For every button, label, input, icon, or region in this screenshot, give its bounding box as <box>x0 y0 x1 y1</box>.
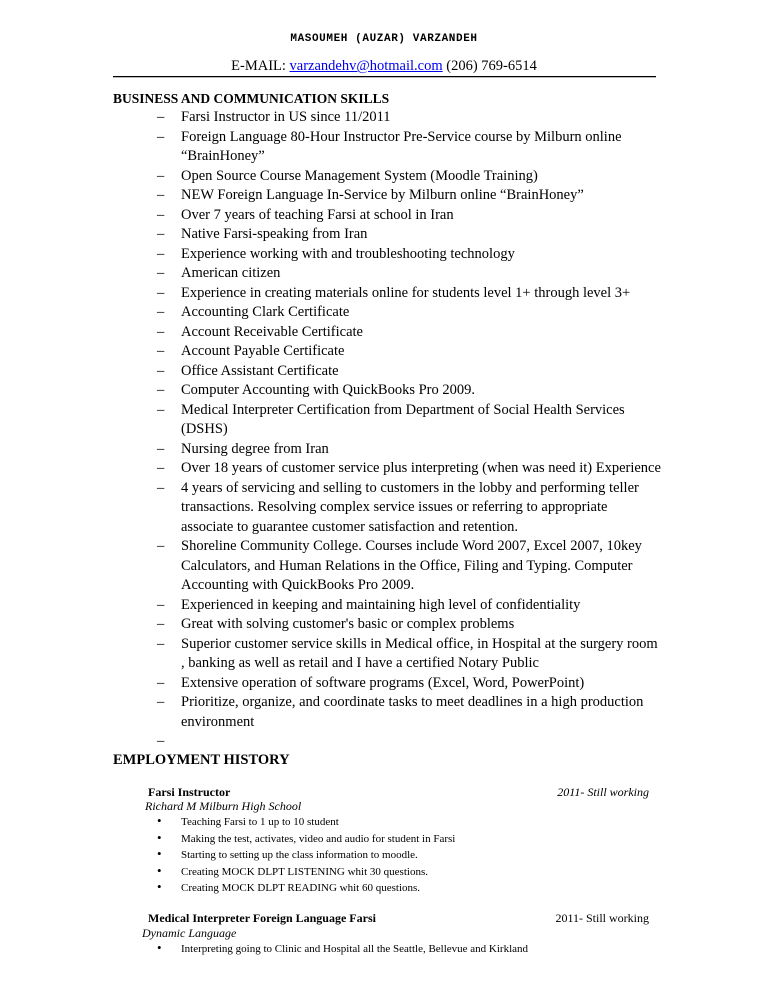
dash-icon: – <box>157 187 165 203</box>
bullet-icon: • <box>157 862 162 878</box>
dash-icon: – <box>157 479 165 496</box>
skill-text: Foreign Language 80-Hour Instructor Pre-Service course by Milburn online “BrainHoney” <box>181 128 622 164</box>
bullet-icon: • <box>157 940 162 955</box>
skill-text: Superior customer service skills in Medical office, in Hospital at the surgery room , banking as well as retail and I have a certified Notary Public <box>181 635 658 671</box>
dash-icon: – <box>157 674 165 691</box>
skill-text: Accounting Clark Certificate <box>181 304 350 320</box>
duty-item <box>0 847 455 864</box>
bullet-icon: • <box>157 813 162 828</box>
job-organization: Richard M Milburn High School <box>145 799 302 813</box>
dash-icon: – <box>157 304 165 320</box>
skill-text: Farsi Instructor in US since 11/2011 <box>181 109 391 125</box>
dash-icon: – <box>157 109 165 125</box>
skill-item <box>0 186 661 206</box>
dash-icon: – <box>157 343 165 359</box>
job-dates: 2011- Still working <box>555 911 649 925</box>
job-organization: Dynamic Language <box>142 926 237 940</box>
dash-icon: – <box>157 382 165 398</box>
skill-item <box>0 108 661 128</box>
skill-item <box>0 206 661 226</box>
skill-item <box>0 459 661 479</box>
duty-item <box>0 814 455 831</box>
bullet-icon: • <box>157 829 162 845</box>
skill-item <box>0 674 661 694</box>
dash-icon: – <box>157 245 165 262</box>
skill-text: American citizen <box>181 265 281 281</box>
bullet-icon: • <box>157 879 162 894</box>
duty-text: Making the test, activates, video and audio for student in Farsi <box>181 832 456 845</box>
employment-heading: EMPLOYMENT HISTORY <box>113 752 290 768</box>
dash-icon: – <box>157 206 165 223</box>
skill-text: Over 18 years of customer service plus interpreting (when was need it) Experience <box>181 460 661 476</box>
skill-item <box>0 693 661 732</box>
skill-text: Over 7 years of teaching Farsi at school in Iran <box>181 206 454 223</box>
duty-text: Interpreting going to Clinic and Hospital all the Seattle, Bellevue and Kirkland <box>181 943 529 955</box>
duty-item <box>0 864 455 881</box>
skill-text: Account Payable Certificate <box>181 343 345 359</box>
skill-text: Medical Interpreter Certification from Department of Social Health Services (DSHS) <box>181 401 625 437</box>
skill-item <box>0 596 661 616</box>
skill-item <box>0 635 661 674</box>
skill-item <box>0 284 661 304</box>
duty-text: Starting to setting up the class information to moodle. <box>181 849 418 861</box>
skill-item <box>0 479 661 538</box>
skill-item <box>0 323 661 343</box>
skill-item <box>0 362 661 382</box>
dash-icon: – <box>157 284 165 301</box>
skill-item <box>0 537 661 596</box>
skill-item <box>0 381 661 401</box>
skill-text: Shoreline Community College. Courses include Word 2007, Excel 2007, 10key Calculators, and Human Relations in the Office, Filing and Typing. Computer Accounting with QuickBooks Pro 2009. <box>181 538 642 593</box>
skill-text: Open Source Course Management System (Moodle Training) <box>181 167 538 184</box>
dash-icon: – <box>157 616 165 632</box>
dash-icon: – <box>157 401 165 418</box>
skill-item <box>0 303 661 323</box>
dash-icon: – <box>157 694 165 710</box>
dash-icon: – <box>157 128 165 145</box>
header-divider <box>113 76 656 78</box>
skills-heading: BUSINESS AND COMMUNICATION SKILLS <box>113 91 390 106</box>
bullet-icon: • <box>157 846 162 861</box>
skill-text: Experienced in keeping and maintaining high level of confidentiality <box>181 596 581 613</box>
dash-icon: – <box>157 362 165 379</box>
skill-text: Office Assistant Certificate <box>181 362 339 379</box>
skill-item <box>0 440 661 460</box>
dash-icon: – <box>157 440 165 457</box>
job-title: Farsi Instructor <box>148 785 231 799</box>
duty-text: Creating MOCK DLPT LISTENING whit 30 questions. <box>181 865 428 878</box>
dash-icon: – <box>157 167 165 184</box>
skill-text: 4 years of servicing and selling to customers in the lobby and performing teller transactions. Resolving complex service issues or referring to appropriate associate to guarantee customer satisfaction and retention. <box>181 479 639 535</box>
skill-item <box>0 264 661 284</box>
email-link[interactable]: varzandehv@hotmail.com <box>289 58 443 74</box>
skill-text: Great with solving customer's basic or complex problems <box>181 616 515 632</box>
skill-text: Native Farsi-speaking from Iran <box>181 226 368 242</box>
skill-item <box>0 128 661 167</box>
skill-item <box>0 245 661 265</box>
dash-icon: – <box>157 733 165 749</box>
phone-number: (206) 769-6514 <box>446 58 537 74</box>
skill-text: Prioritize, organize, and coordinate tasks to meet deadlines in a high production environment <box>181 694 644 730</box>
resume-name: MASOUMEH (AUZAR) VARZANDEH <box>290 33 478 45</box>
job-title: Medical Interpreter Foreign Language Farsi <box>148 911 376 925</box>
skill-text: Computer Accounting with QuickBooks Pro 2009. <box>181 382 476 398</box>
skill-item <box>0 401 661 440</box>
dash-icon: – <box>157 596 165 613</box>
duty-item <box>0 880 455 897</box>
dash-icon: – <box>157 265 165 281</box>
job-duties <box>0 941 528 958</box>
dash-icon: – <box>157 323 165 340</box>
duty-text: Teaching Farsi to 1 up to 10 student <box>181 816 339 828</box>
duty-text: Creating MOCK DLPT READING whit 60 questions. <box>181 882 421 894</box>
duty-item <box>0 941 528 958</box>
duty-item <box>0 831 455 848</box>
skill-item <box>0 225 661 245</box>
dash-icon: – <box>157 635 165 652</box>
skill-text: Experience working with and troubleshooting technology <box>181 245 515 262</box>
contact-line <box>0 58 768 75</box>
skill-text: Nursing degree from Iran <box>181 440 329 457</box>
skill-text: Experience in creating materials online for students level 1+ through level 3+ <box>181 284 631 301</box>
job-duties <box>0 814 455 897</box>
skill-text: Extensive operation of software programs (Excel, Word, PowerPoint) <box>181 674 585 691</box>
skills-list <box>0 108 661 749</box>
skill-text: NEW Foreign Language In-Service by Milburn online “BrainHoney” <box>181 187 584 203</box>
skill-item <box>0 167 661 187</box>
skill-item <box>0 615 661 635</box>
email-label: E-MAIL: <box>231 58 286 74</box>
job-dates: 2011- Still working <box>557 785 649 799</box>
dash-icon: – <box>157 460 165 476</box>
skill-text: Account Receivable Certificate <box>181 323 363 340</box>
dash-icon: – <box>157 538 165 554</box>
skill-item <box>0 342 661 362</box>
dash-icon: – <box>157 226 165 242</box>
